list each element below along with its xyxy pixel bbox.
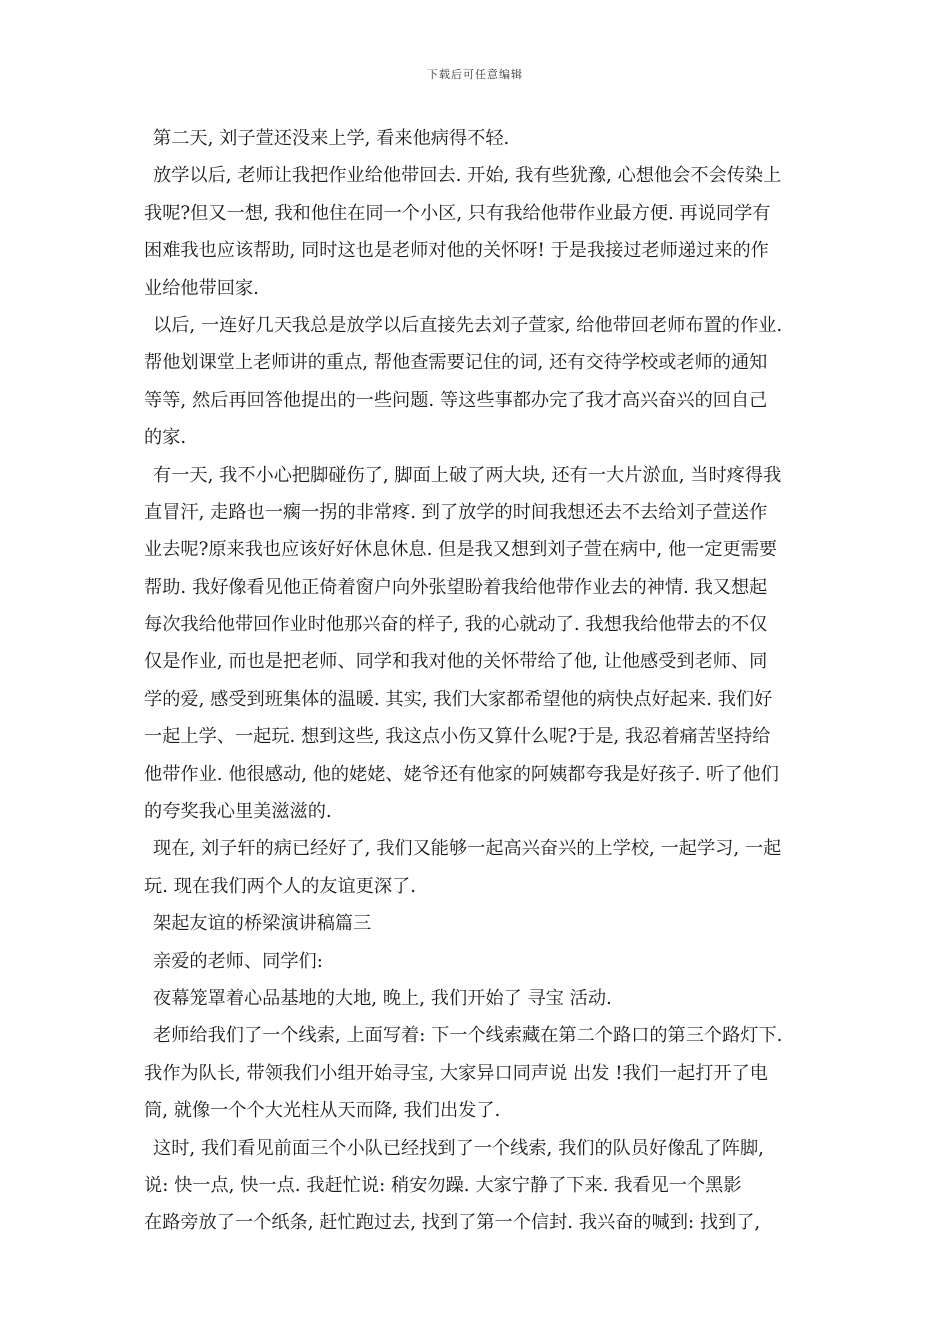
text-line: 亲爱的老师、同学们: — [153, 950, 323, 972]
text-line: 困难我也应该帮助, 同时这也是老师对他的关怀呀! 于是我接过老师递过来的作 — [144, 240, 769, 262]
text-line: 帮他划课堂上老师讲的重点, 帮他查需要记住的词, 还有交待学校或老师的通知 — [144, 352, 768, 374]
text-line: 说: 快一点, 快一点. 我赶忙说: 稍安勿躁. 大家宁静了下来. 我看见一个黑影 — [144, 1174, 742, 1196]
document-body — [144, 120, 812, 1242]
text-line: 一起上学、一起玩. 想到这些, 我这点小伤又算什么呢?于是, 我忍着痛苦坚持给 — [144, 726, 771, 748]
text-line: 的夸奖我心里美滋滋的. — [144, 801, 332, 823]
text-line: 在路旁放了一个纸条, 赶忙跑过去, 找到了第一个信封. 我兴奋的喊到: 找到了, — [144, 1212, 761, 1234]
text-line: 现在, 刘子轩的病已经好了, 我们又能够一起高兴奋兴的上学校, 一起学习, 一起 — [153, 838, 782, 860]
text-line: 以后, 一连好几天我总是放学以后直接先去刘子萱家, 给他带回老师布置的作业. — [153, 314, 783, 336]
text-line: 我作为队长, 带领我们小组开始寻宝, 大家异口同声说 出发 !我们一起打开了电 — [144, 1062, 768, 1084]
page-header: 下载后可任意编辑 — [427, 68, 523, 81]
text-line: 的家. — [144, 427, 187, 449]
text-line: 业给他带回家. — [144, 277, 259, 299]
text-line: 学的爱, 感受到班集体的温暖. 其实, 我们大家都希望他的病快点好起来. 我们好 — [144, 688, 773, 710]
text-line: 业去呢?原来我也应该好好休息休息. 但是我又想到刘子萱在病中, 他一定更需要 — [144, 539, 778, 561]
text-line: 筒, 就像一个个大光柱从天而降, 我们出发了. — [144, 1100, 501, 1122]
text-line: 每次我给他带回作业时他那兴奋的样子, 我的心就动了. 我想我给他带去的不仅 — [144, 614, 768, 636]
text-line: 夜幕笼罩着心品基地的大地, 晚上, 我们开始了 寻宝 活动. — [153, 987, 612, 1009]
text-line: 帮助. 我好像看见他正倚着窗户向外张望盼着我给他带作业去的神情. 我又想起 — [144, 576, 768, 598]
text-line: 仅是作业, 而也是把老师、同学和我对他的关怀带给了他, 让他感受到老师、同 — [144, 651, 768, 673]
text-line: 玩. 现在我们两个人的友谊更深了. — [144, 875, 416, 897]
text-line: 放学以后, 老师让我把作业给他带回去. 开始, 我有些犹豫, 心想他会不会传染上 — [153, 165, 782, 187]
text-line: 老师给我们了一个线索, 上面写着: 下一个线索藏在第二个路口的第三个路灯下. — [153, 1025, 783, 1047]
section-heading: 架起友谊的桥梁演讲稿篇三 — [153, 913, 372, 935]
text-line: 等等, 然后再回答他提出的一些问题. 等这些事都办完了我才高兴奋兴的回自己 — [144, 389, 768, 411]
text-line: 他带作业. 他很感动, 他的姥姥、姥爷还有他家的阿姨都夸我是好孩子. 听了他们 — [144, 763, 779, 785]
text-line: 我呢?但又一想, 我和他住在同一个小区, 只有我给他带作业最方便. 再说同学有 — [144, 202, 771, 224]
text-line: 直冒汗, 走路也一瘸一拐的非常疼. 到了放学的时间我想还去不去给刘子萱送作 — [144, 501, 768, 523]
text-line: 第二天, 刘子萱还没来上学, 看来他病得不轻. — [153, 128, 510, 149]
text-line: 有一天, 我不小心把脚碰伤了, 脚面上破了两大块, 还有一大片淤血, 当时疼得我 — [153, 464, 782, 486]
text-line: 这时, 我们看见前面三个小队已经找到了一个线索, 我们的队员好像乱了阵脚, — [153, 1137, 764, 1159]
